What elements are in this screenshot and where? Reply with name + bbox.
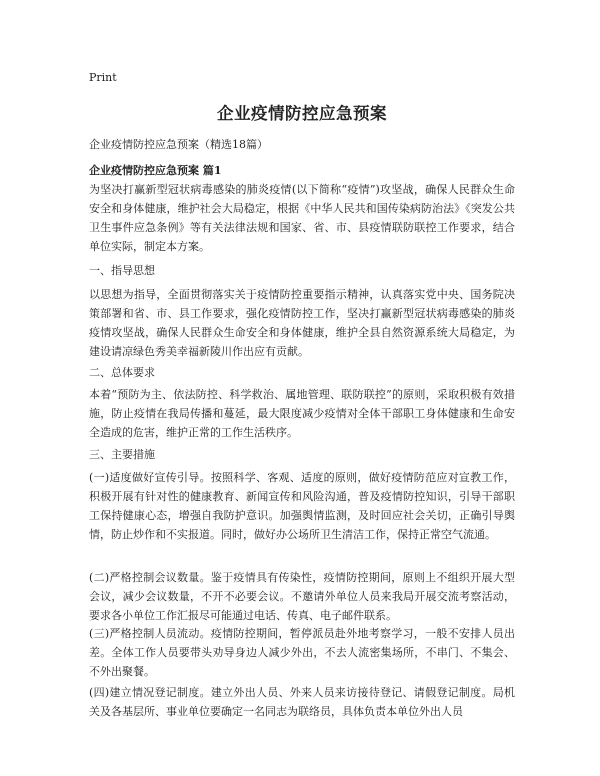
document-subtitle: 企业疫情防控应急预案（精选18篇） [89, 138, 268, 151]
measure-1-paragraph: (一)适度做好宣传引导。按照科学、客观、适度的原则，做好疫情防范应对宣教工作，积极开展有针对性的健康教育、新闻宣传和风险沟通，普及疫情防控知识，引导干部职工保持健康心态，增强自我防护意识。加强舆情监测，及时回应社会关切，正确引导舆情，防止炒作和不实报道。同时，做好办公场所卫生清洁工作，保持正常空气流通。 [89, 471, 515, 541]
article-heading: 企业疫情防控应急预案 篇1 [89, 164, 222, 177]
measure-2-paragraph: (二)严格控制会议数量。鉴于疫情具有传染性，疫情防控期间，原则上不组织开展大型会议，减少会议数量，不开不必要会议。不邀请外单位人员来我局开展交流考察活动，要求各小单位工作汇报尽可能通过电话、传真、电子邮件联系。 [89, 571, 515, 622]
measure-3-paragraph: (三)严格控制人员流动。疫情防控期间，暂停派员赴外地考察学习，一般不安排人员出差。全体工作人员要带头劝导身边人减少外出，不去人流密集场所，不串门、不集会、不外出聚餐。 [89, 627, 515, 678]
intro-paragraph: 为坚决打赢新型冠状病毒感染的肺炎疫情(以下简称“疫情”)攻坚战，确保人民群众生命安全和身体健康，维护社会大局稳定，根据《中华人民共和国传染病防治法》《突发公共卫生事件应急条例》等有关法律法规和国家、省、市、县疫情联防联控工作要求，结合单位实际，制定本方案。 [89, 183, 515, 253]
overall-requirements-paragraph: 本着“预防为主、依法防控、科学救治、属地管理、联防联控”的原则，采取积极有效措施，防止疫情在我局传播和蔓延，最大限度减少疫情对全体干部职工身体健康和生命安全造成的危害，维护正常的工作生活秩序。 [89, 388, 515, 439]
measure-4-paragraph: (四)建立情况登记制度。建立外出人员、外来人员来访接待登记、请假登记制度。局机关及各基层所、事业单位要确定一名同志为联络员，具体负责本单位外出人员 [89, 686, 515, 718]
section-heading-overall-requirements: 二、总体要求 [89, 366, 155, 379]
page-title: 企业疫情防控应急预案 [217, 104, 387, 123]
print-link[interactable]: Print [89, 71, 117, 84]
section-heading-guiding-ideology: 一、指导思想 [89, 264, 155, 277]
guiding-ideology-paragraph: 以思想为指导，全面贯彻落实关于疫情防控重要指示精神，认真落实党中央、国务院决策部署和省、市、县工作要求，强化疫情防控工作，坚决打赢新型冠状病毒感染的肺炎疫情攻坚战，确保人民群众生命安全和身体健康，维护全县自然资源系统大局稳定，为建设请凉绿色秀美幸福新陵川作出应有贡献。 [89, 288, 515, 358]
section-heading-main-measures: 三、主要措施 [89, 448, 155, 461]
